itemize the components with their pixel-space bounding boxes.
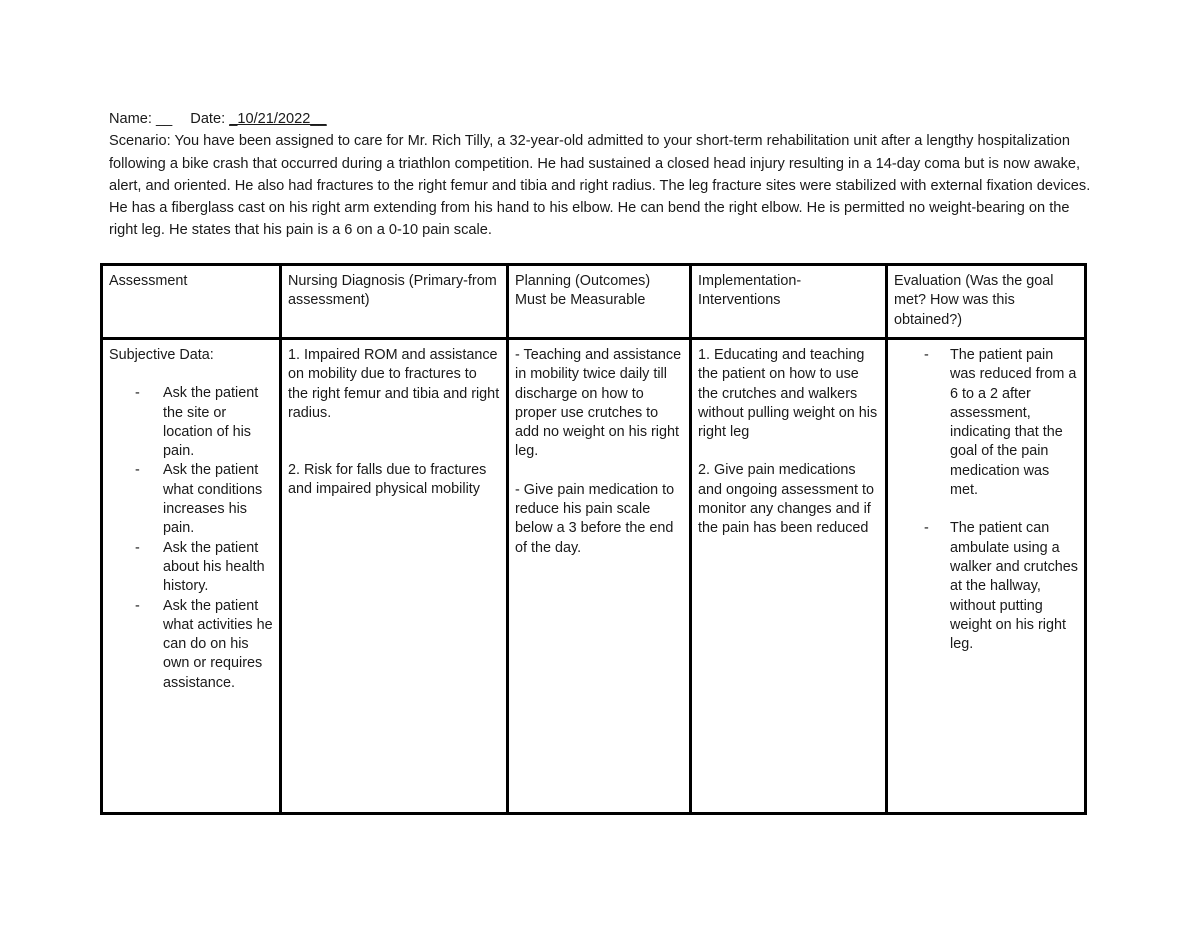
implementation-item: 1. Educating and teaching the patient on how to use the crutches and walkers without pulling weight on his right leg [698,347,878,441]
assessment-list [109,384,273,693]
header-planning: Planning (Outcomes) Must be Measurable [508,265,691,339]
name-label: Name: __ [109,111,173,127]
diagnosis-item: 1. Impaired ROM and assistance on mobility due to fractures to the right femur and tibia and right radius. [288,347,500,421]
diagnosis-cell [281,339,508,814]
date-value: _10/21/2022__ [229,111,327,127]
implementation-cell [691,339,887,814]
name-date-line [109,108,1099,130]
diagnosis-item: 2. Risk for falls due to fractures and impaired physical mobility [288,462,487,498]
planning-item: - Give pain medication to reduce his pain scale below a 3 before the end of the day. [515,481,675,556]
list-item: - The patient can ambulate using a walker and crutches at the hallway, without putting weight on his right leg. [894,519,1078,654]
implementation-item: 2. Give pain medications and ongoing assessment to monitor any changes and if the pain has been reduced [698,462,875,537]
assessment-cell [102,339,281,814]
header-evaluation: Evaluation (Was the goal met? How was this obtained?) [887,265,1086,339]
table-row [102,339,1086,814]
list-item: - The patient pain was reduced from a 6 to a 2 after assessment, indicating that the goal of the pain medication was met. [894,346,1078,500]
table-header-row [102,265,1086,339]
list-item: - Ask the patient the site or location of his pain. [109,384,273,461]
date-label: Date: [190,111,226,127]
care-plan-table [100,263,1087,815]
header-implementation: Implementation-Interventions [691,265,887,339]
list-item: - Ask the patient what conditions increases his pain. [109,461,273,538]
document-header [109,108,1099,242]
header-assessment: Assessment [102,265,281,339]
header-nursing-diagnosis: Nursing Diagnosis (Primary-from assessment) [281,265,508,339]
evaluation-cell [887,339,1086,814]
list-item: - Ask the patient about his health history. [109,539,273,597]
planning-cell [508,339,691,814]
subjective-data-title: Subjective Data: [109,347,214,363]
planning-item: - Teaching and assistance in mobility twice daily till discharge on how to proper use crutches to add no weight on his right leg. [515,347,682,460]
list-item: - Ask the patient what activities he can do on his own or requires assistance. [109,597,273,693]
evaluation-list [894,346,1078,654]
scenario-text: Scenario: You have been assigned to care for Mr. Rich Tilly, a 32-year-old admitted to your short-term rehabilitation unit after a lengthy hospitalization following a bike crash that occurred during a triathlon competition. He had sustained a closed head injury resulting in a 14-day coma but is now awake, alert, and oriented. He also had fractures to the right femur and tibia and right radius. The leg fracture sites were stabilized with external fixation devices. He has a fiberglass cast on his right arm extending from his hand to his elbow. He can bend the right elbow. He is permitted no weight-bearing on the right leg. He states that his pain is a 6 on a 0-10 pain scale. [109,133,1091,239]
